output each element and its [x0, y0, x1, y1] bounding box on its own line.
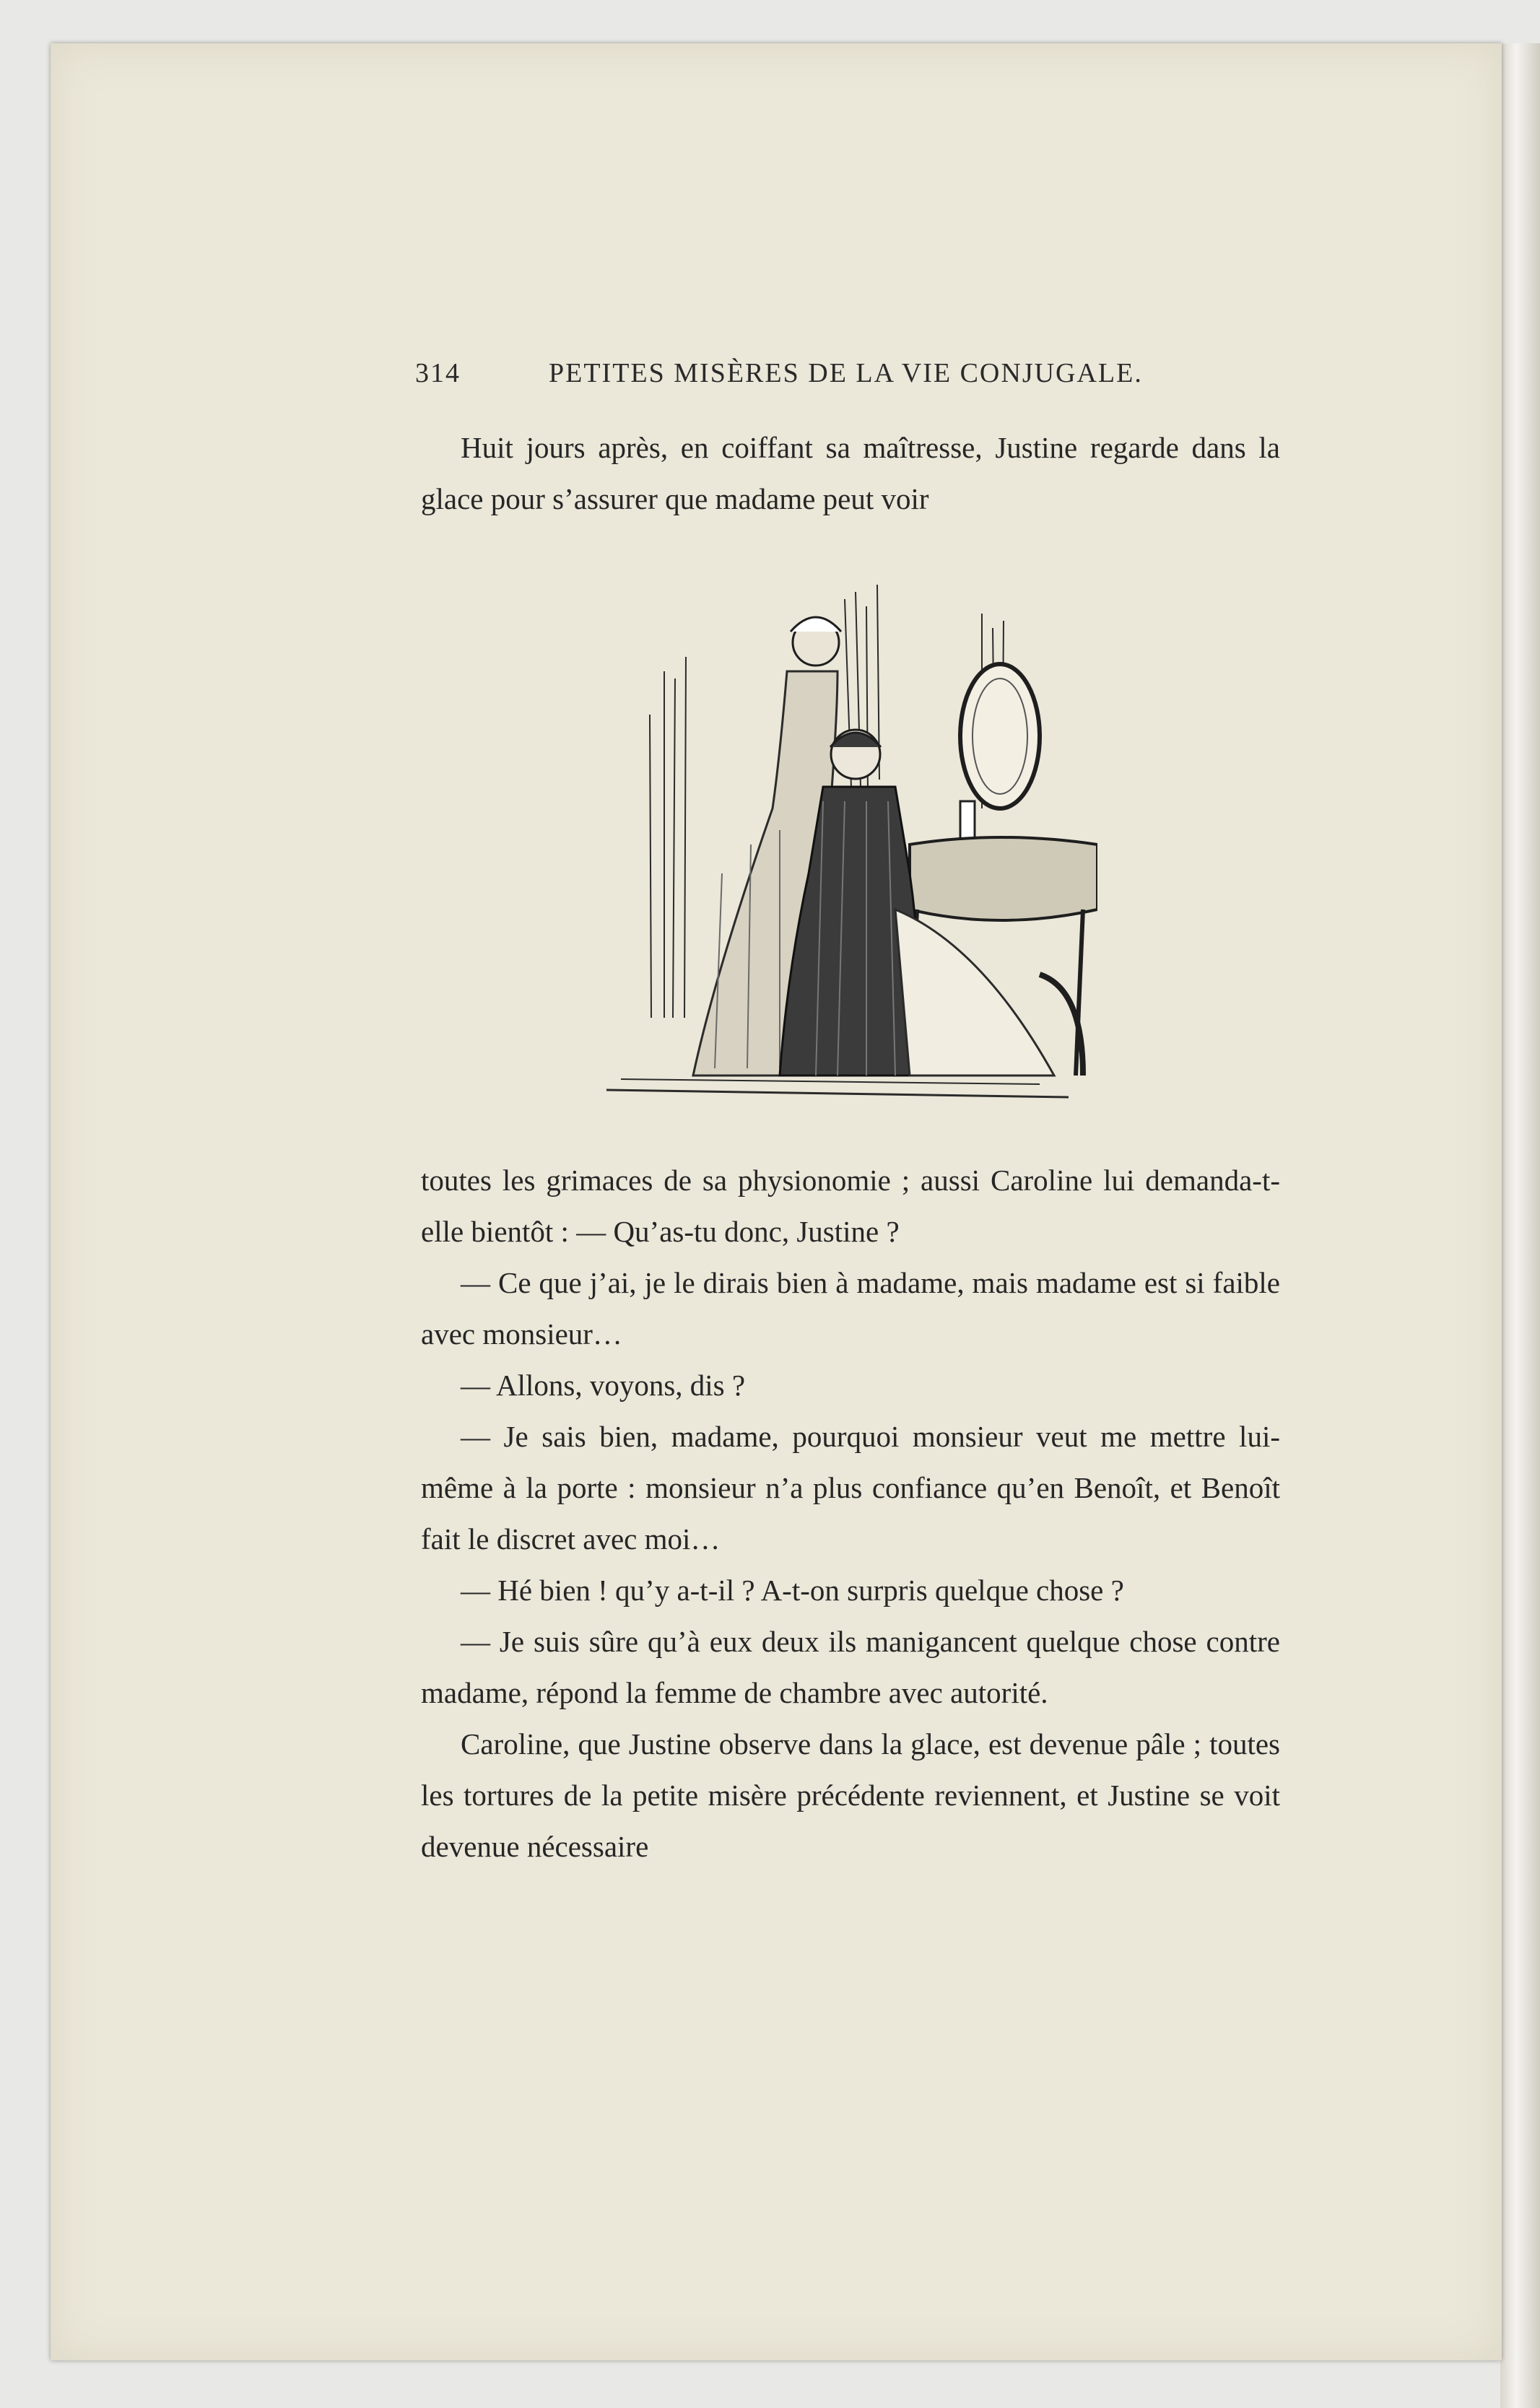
running-title: PETITES MISÈRES DE LA VIE CONJUGALE.	[549, 358, 1143, 388]
engraving-illustration	[606, 570, 1097, 1108]
paragraph: — Je suis sûre qu’à eux deux ils manigancent quelque chose contre madame, répond la femme de chambre avec autorité.	[421, 1625, 1280, 1709]
paragraph: — Allons, voyons, dis ?	[461, 1369, 746, 1402]
paragraph: — Je sais bien, madame, pourquoi monsieur veut me mettre lui-même à la porte : monsieur n’a plus confiance qu’en Benoît, et Benoît fait le discret avec moi…	[421, 1420, 1280, 1556]
text-block-bottom	[421, 1155, 1280, 1872]
text-block-top	[421, 422, 1280, 525]
page-edge	[1500, 43, 1540, 2408]
paragraph: Caroline, que Justine observe dans la glace, est devenue pâle ; toutes les tortures de la petite misère précédente reviennent, et Justine se voit devenue nécessaire	[421, 1727, 1280, 1863]
page-number: 314	[415, 358, 461, 388]
paragraph: Huit jours après, en coiffant sa maîtresse, Justine regarde dans la glace pour s’assurer que madame peut voir	[421, 431, 1280, 515]
paragraph: — Hé bien ! qu’y a-t-il ? A-t-on surpris quelque chose ?	[461, 1574, 1124, 1607]
paragraph: toutes les grimaces de sa physionomie ; aussi Caroline lui demanda-t-elle bientôt : — Qu’as-tu donc, Justine ?	[421, 1164, 1280, 1248]
paragraph: — Ce que j’ai, je le dirais bien à madame, mais madame est si faible avec monsieur…	[421, 1266, 1280, 1351]
